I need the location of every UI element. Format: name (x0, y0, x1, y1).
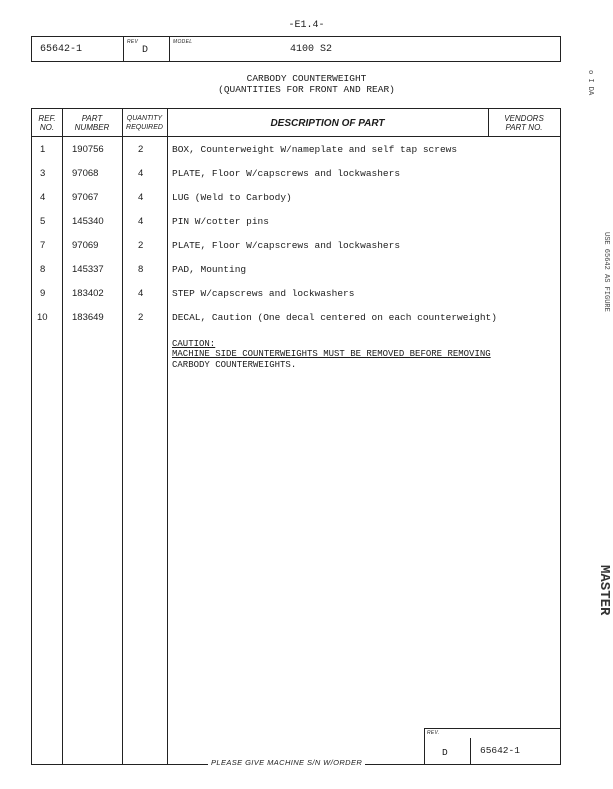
model-value: 4100 S2 (290, 44, 333, 55)
rev-label: REV (127, 39, 139, 45)
caution-line-1 (172, 349, 491, 360)
col-part-l2: NUMBER (74, 123, 110, 132)
footer-rev-label: REV. (427, 730, 440, 736)
order-note: PLEASE GIVE MACHINE S/N W/ORDER (208, 758, 365, 767)
footer-rev-value: D (442, 747, 448, 758)
model-label: MODEL (173, 39, 193, 45)
col-part-l1: PART (81, 114, 103, 123)
master-stamp: MASTER (596, 565, 612, 616)
col-ref-l1: REF. (38, 114, 56, 123)
margin-top-right: o I DA (586, 70, 594, 96)
col-description: DESCRIPTION OF PART (270, 118, 385, 129)
rev-value: D (142, 45, 149, 56)
doc-number: 65642-1 (40, 44, 83, 55)
col-qty-l2: REQUIRED (126, 124, 163, 131)
parts-table: REF. NO. PART NUMBER QUANTITY REQUIRED DESCRIPTION OF PART VENDORS PART NO. 1 190756 2 BOX, Counterweight W/nameplate and self tap screws 3 97068 4 PLATE, Floor W/capscrews and lockwashers 4 97067 4 LUG (Weld to Carbody) 5 145340 4 PIN W/cotter pins 7 97069 2 PLATE, Floor W/capscrews and lockwashers 8 145337 8 PAD, Mounting 9 183402 4 STEP W/capscrews and lockwashers 10 183649 2 DECAL, Caution (One decal centered on each counterweight) CAUTION: MACHINE SIDE COUNTERWEIGHTS MUST BE REMOVED BEFORE REMOVING CARBODY COUNTERWEIGHTS. REV. D 65642-1 (31, 108, 561, 765)
caution-line-1-text: MACHINE SIDE COUNTERWEIGHTS MUST BE REMOVED BEFORE REMOVING (172, 349, 491, 359)
col-ref-l2: NO. (39, 123, 55, 132)
footer-doc-number: 65642-1 (480, 745, 520, 756)
col-vendors-l1: VENDORS (504, 114, 544, 123)
title-line-2: (QUANTITIES FOR FRONT AND REAR) (218, 84, 395, 95)
title-line-1: CARBODY COUNTERWEIGHT (246, 73, 367, 84)
caution-line-2: CARBODY COUNTERWEIGHTS. (172, 360, 297, 370)
col-qty-l1: QUANTITY (126, 115, 163, 122)
header-block (31, 36, 561, 62)
caution-heading: CAUTION: (172, 339, 216, 349)
page-number: -E1.4- (288, 20, 325, 31)
margin-figure-ref: USE 65642 AS FIGURE (602, 232, 610, 312)
col-vendors-l2: PART NO. (505, 123, 543, 132)
